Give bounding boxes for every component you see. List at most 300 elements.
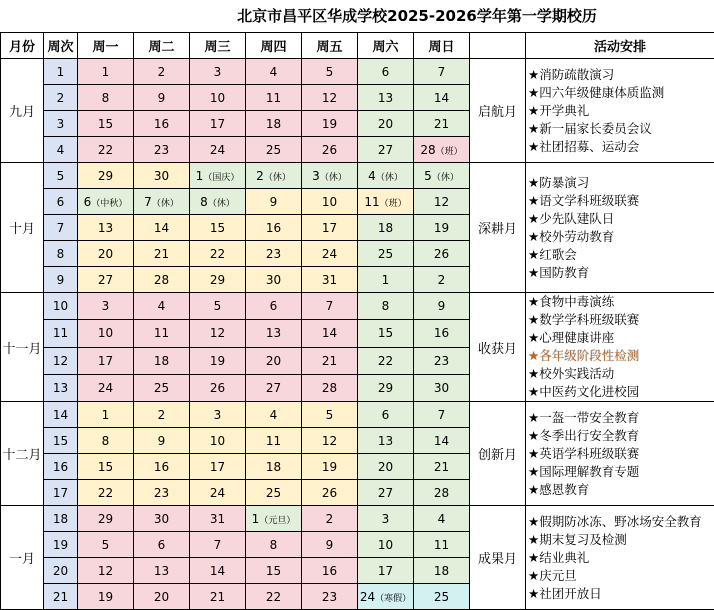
day-cell bbox=[246, 320, 302, 347]
day-cell bbox=[134, 241, 190, 267]
activity-item: ★英语学科班级联赛 bbox=[528, 445, 640, 461]
day-cell bbox=[358, 584, 414, 610]
day-cell bbox=[78, 402, 134, 428]
day-number: 21 bbox=[321, 353, 338, 368]
day-cell bbox=[302, 241, 358, 267]
day-number: 16 bbox=[433, 326, 450, 341]
day-cell bbox=[134, 215, 190, 241]
day-cell bbox=[246, 480, 302, 506]
week-number: 13 bbox=[44, 374, 78, 401]
day-number: 6 bbox=[381, 407, 390, 422]
day-number: 29 bbox=[209, 272, 226, 287]
day-note: （休） bbox=[151, 198, 179, 209]
day-number: 28 bbox=[153, 272, 170, 287]
day-cell bbox=[302, 59, 358, 85]
day-cell bbox=[190, 241, 246, 267]
day-cell bbox=[246, 374, 302, 401]
day-number: 7 bbox=[437, 407, 446, 422]
day-number: 9 bbox=[157, 90, 166, 105]
activity-item: ★国防教育 bbox=[528, 264, 590, 280]
day-number: 31 bbox=[209, 511, 226, 526]
day-note: （寒假） bbox=[375, 593, 412, 604]
day-number: 17 bbox=[209, 459, 226, 474]
day-cell bbox=[246, 558, 302, 584]
day-cell bbox=[414, 85, 470, 111]
week-number: 8 bbox=[44, 241, 78, 267]
day-number: 15 bbox=[97, 459, 114, 474]
day-number: 6 bbox=[269, 299, 278, 314]
activity-item: ★防暴演习 bbox=[528, 174, 590, 190]
day-cell bbox=[302, 428, 358, 454]
day-cell bbox=[190, 320, 246, 347]
day-number: 11 bbox=[433, 537, 450, 552]
school-calendar-table bbox=[0, 32, 714, 610]
day-number: 9 bbox=[437, 299, 446, 314]
activity-item: ★四六年级健康体质监测 bbox=[528, 84, 665, 100]
column-header: 周日 bbox=[414, 33, 470, 59]
week-number: 17 bbox=[44, 480, 78, 506]
day-number: 7 bbox=[213, 537, 222, 552]
day-number: 28 bbox=[433, 485, 450, 500]
day-cell bbox=[358, 137, 414, 163]
day-number: 1 bbox=[251, 511, 260, 526]
day-number: 17 bbox=[377, 563, 394, 578]
day-cell bbox=[414, 584, 470, 610]
day-cell bbox=[358, 241, 414, 267]
day-number: 1 bbox=[101, 64, 110, 79]
week-number: 10 bbox=[44, 293, 78, 320]
day-cell bbox=[246, 189, 302, 215]
day-cell bbox=[190, 454, 246, 480]
day-number: 10 bbox=[321, 194, 338, 209]
day-cell bbox=[414, 137, 470, 163]
day-cell bbox=[190, 428, 246, 454]
day-cell bbox=[134, 584, 190, 610]
day-cell bbox=[190, 293, 246, 320]
day-cell bbox=[302, 163, 358, 189]
day-number: 19 bbox=[321, 116, 338, 131]
day-number: 8 bbox=[101, 90, 110, 105]
day-note: （休） bbox=[263, 172, 291, 183]
day-cell bbox=[414, 215, 470, 241]
day-cell bbox=[358, 558, 414, 584]
week-row bbox=[1, 163, 714, 189]
day-number: 8 bbox=[200, 194, 208, 209]
day-cell bbox=[246, 85, 302, 111]
day-number: 11 bbox=[265, 433, 282, 448]
day-cell bbox=[302, 584, 358, 610]
day-cell bbox=[246, 111, 302, 137]
week-number: 3 bbox=[44, 111, 78, 137]
day-number: 19 bbox=[321, 459, 338, 474]
activity-item: ★心理健康讲座 bbox=[528, 330, 615, 345]
day-number: 11 bbox=[364, 194, 380, 209]
day-number: 2 bbox=[325, 511, 334, 526]
week-number: 16 bbox=[44, 454, 78, 480]
day-cell bbox=[302, 558, 358, 584]
day-cell bbox=[246, 241, 302, 267]
month-name: 十一月 bbox=[1, 293, 44, 402]
day-cell bbox=[190, 163, 246, 189]
day-cell bbox=[414, 506, 470, 532]
column-header: 周六 bbox=[358, 33, 414, 59]
week-row bbox=[1, 293, 714, 320]
column-header bbox=[470, 33, 526, 59]
day-number: 10 bbox=[209, 90, 226, 105]
day-cell bbox=[414, 558, 470, 584]
day-number: 13 bbox=[153, 563, 170, 578]
day-number: 20 bbox=[377, 116, 394, 131]
day-cell bbox=[78, 558, 134, 584]
day-cell bbox=[302, 267, 358, 293]
day-number: 31 bbox=[321, 272, 338, 287]
day-number: 20 bbox=[97, 246, 114, 261]
day-cell bbox=[414, 59, 470, 85]
day-cell bbox=[78, 320, 134, 347]
day-cell bbox=[414, 428, 470, 454]
month-name: 九月 bbox=[1, 59, 44, 163]
day-number: 8 bbox=[381, 299, 390, 314]
day-number: 2 bbox=[437, 272, 446, 287]
week-number: 6 bbox=[44, 189, 78, 215]
day-cell bbox=[302, 532, 358, 558]
activity-item: ★假期防冰冻、野冰场安全教育 bbox=[528, 513, 702, 529]
day-number: 29 bbox=[97, 511, 114, 526]
day-number: 17 bbox=[209, 116, 226, 131]
day-cell bbox=[190, 215, 246, 241]
day-note: （休） bbox=[207, 198, 235, 209]
activity-item: ★食物中毒演练 bbox=[528, 294, 615, 309]
activity-item: ★开学典礼 bbox=[528, 102, 590, 118]
activity-item: ★各年级阶段性检测 bbox=[528, 348, 640, 363]
day-number: 1 bbox=[381, 272, 390, 287]
day-cell bbox=[358, 347, 414, 374]
day-cell bbox=[414, 320, 470, 347]
day-number: 27 bbox=[97, 272, 114, 287]
day-number: 2 bbox=[157, 64, 166, 79]
week-number: 9 bbox=[44, 267, 78, 293]
day-number: 12 bbox=[321, 433, 338, 448]
day-number: 10 bbox=[209, 433, 226, 448]
day-number: 18 bbox=[153, 353, 170, 368]
activity-item: ★中医药文化进校园 bbox=[528, 384, 640, 399]
day-number: 3 bbox=[213, 407, 222, 422]
day-number: 30 bbox=[433, 380, 450, 395]
day-cell bbox=[78, 85, 134, 111]
day-number: 25 bbox=[433, 589, 450, 604]
day-number: 15 bbox=[97, 116, 114, 131]
day-number: 24 bbox=[209, 142, 226, 157]
column-header: 活动安排 bbox=[526, 33, 714, 59]
day-cell bbox=[134, 506, 190, 532]
activity-list bbox=[526, 59, 714, 163]
week-row bbox=[1, 402, 714, 428]
day-cell bbox=[78, 480, 134, 506]
day-cell bbox=[302, 215, 358, 241]
day-number: 24 bbox=[97, 380, 114, 395]
day-cell bbox=[246, 347, 302, 374]
day-cell bbox=[246, 59, 302, 85]
week-number: 4 bbox=[44, 137, 78, 163]
month-name: 十月 bbox=[1, 163, 44, 293]
week-number: 2 bbox=[44, 85, 78, 111]
day-cell bbox=[414, 163, 470, 189]
day-cell bbox=[190, 189, 246, 215]
day-number: 26 bbox=[321, 142, 338, 157]
day-cell bbox=[302, 454, 358, 480]
day-cell bbox=[358, 480, 414, 506]
day-number: 2 bbox=[256, 168, 264, 183]
day-cell bbox=[190, 506, 246, 532]
day-cell bbox=[302, 189, 358, 215]
day-number: 30 bbox=[153, 511, 170, 526]
day-cell bbox=[190, 584, 246, 610]
day-number: 24 bbox=[209, 485, 226, 500]
day-cell bbox=[78, 584, 134, 610]
day-number: 25 bbox=[153, 380, 170, 395]
day-cell bbox=[302, 506, 358, 532]
activity-item: ★结业典礼 bbox=[528, 549, 590, 565]
day-number: 12 bbox=[433, 194, 450, 209]
day-cell bbox=[302, 402, 358, 428]
day-cell bbox=[358, 85, 414, 111]
day-number: 19 bbox=[97, 589, 114, 604]
day-number: 22 bbox=[265, 589, 282, 604]
day-number: 16 bbox=[153, 459, 170, 474]
day-cell bbox=[246, 215, 302, 241]
day-cell bbox=[134, 85, 190, 111]
day-number: 5 bbox=[424, 168, 432, 183]
day-number: 17 bbox=[97, 353, 114, 368]
day-cell bbox=[134, 293, 190, 320]
day-number: 4 bbox=[368, 168, 376, 183]
day-note: （中秋） bbox=[91, 198, 128, 209]
day-number: 12 bbox=[97, 563, 114, 578]
day-cell bbox=[190, 85, 246, 111]
day-number: 16 bbox=[153, 116, 170, 131]
day-cell bbox=[134, 137, 190, 163]
day-number: 14 bbox=[433, 433, 450, 448]
day-number: 20 bbox=[377, 459, 394, 474]
day-number: 14 bbox=[153, 220, 170, 235]
day-cell bbox=[78, 428, 134, 454]
day-cell bbox=[134, 428, 190, 454]
day-number: 24 bbox=[321, 246, 338, 261]
day-number: 25 bbox=[265, 142, 282, 157]
activity-item: ★红歌会 bbox=[528, 246, 577, 262]
day-cell bbox=[358, 454, 414, 480]
day-number: 21 bbox=[153, 246, 170, 261]
day-number: 7 bbox=[144, 194, 152, 209]
day-number: 18 bbox=[377, 220, 394, 235]
day-number: 21 bbox=[209, 589, 226, 604]
day-number: 7 bbox=[437, 64, 446, 79]
day-number: 12 bbox=[321, 90, 338, 105]
day-cell bbox=[246, 402, 302, 428]
day-number: 22 bbox=[377, 353, 394, 368]
day-number: 16 bbox=[265, 220, 282, 235]
day-number: 20 bbox=[153, 589, 170, 604]
day-cell bbox=[246, 137, 302, 163]
day-cell bbox=[190, 111, 246, 137]
day-number: 14 bbox=[433, 90, 450, 105]
month-theme: 创新月 bbox=[470, 402, 526, 506]
day-cell bbox=[414, 402, 470, 428]
day-cell bbox=[134, 558, 190, 584]
week-number: 7 bbox=[44, 215, 78, 241]
day-note: （元旦） bbox=[259, 515, 296, 526]
activity-item: ★少先队建队日 bbox=[528, 210, 615, 226]
month-theme: 深耕月 bbox=[470, 163, 526, 293]
day-number: 26 bbox=[209, 380, 226, 395]
day-number: 6 bbox=[381, 64, 390, 79]
day-cell bbox=[414, 293, 470, 320]
day-number: 16 bbox=[321, 563, 338, 578]
day-number: 4 bbox=[437, 511, 446, 526]
day-number: 24 bbox=[359, 589, 376, 604]
day-number: 27 bbox=[377, 142, 394, 157]
day-cell bbox=[246, 532, 302, 558]
day-cell bbox=[302, 320, 358, 347]
day-number: 13 bbox=[377, 90, 394, 105]
day-note: （班） bbox=[435, 146, 463, 157]
day-cell bbox=[134, 163, 190, 189]
day-cell bbox=[78, 163, 134, 189]
week-row bbox=[1, 59, 714, 85]
column-header: 周二 bbox=[134, 33, 190, 59]
day-cell bbox=[190, 267, 246, 293]
day-cell bbox=[78, 215, 134, 241]
day-number: 15 bbox=[377, 326, 394, 341]
activity-item: ★国际理解教育专题 bbox=[528, 463, 640, 479]
day-cell bbox=[246, 163, 302, 189]
day-cell bbox=[358, 59, 414, 85]
day-cell bbox=[358, 267, 414, 293]
month-name: 一月 bbox=[1, 506, 44, 610]
activity-item: ★语文学科班级联赛 bbox=[528, 192, 640, 208]
day-cell bbox=[414, 374, 470, 401]
week-number: 5 bbox=[44, 163, 78, 189]
day-number: 6 bbox=[83, 194, 92, 209]
activity-item: ★数学学科班级联赛 bbox=[528, 312, 640, 327]
week-number: 1 bbox=[44, 59, 78, 85]
day-cell bbox=[414, 347, 470, 374]
day-cell bbox=[302, 137, 358, 163]
day-cell bbox=[78, 111, 134, 137]
activity-item: ★冬季出行安全教育 bbox=[528, 427, 640, 443]
day-cell bbox=[134, 347, 190, 374]
day-cell bbox=[78, 374, 134, 401]
activity-item: ★一盔一带安全教育 bbox=[528, 409, 640, 425]
day-cell bbox=[358, 374, 414, 401]
week-number: 15 bbox=[44, 428, 78, 454]
page-title: 北京市昌平区华成学校2025-2026学年第一学期校历 bbox=[237, 7, 597, 25]
day-number: 30 bbox=[265, 272, 282, 287]
activity-list bbox=[526, 163, 714, 293]
day-cell bbox=[78, 454, 134, 480]
day-number: 20 bbox=[265, 353, 282, 368]
day-cell bbox=[358, 215, 414, 241]
day-cell bbox=[358, 111, 414, 137]
day-number: 5 bbox=[325, 64, 334, 79]
day-number: 8 bbox=[101, 433, 110, 448]
month-theme: 成果月 bbox=[470, 506, 526, 610]
activity-item: ★新一届家长委员会议 bbox=[528, 120, 652, 136]
day-cell bbox=[358, 163, 414, 189]
day-number: 2 bbox=[157, 407, 166, 422]
day-cell bbox=[78, 241, 134, 267]
day-number: 5 bbox=[325, 407, 334, 422]
day-number: 15 bbox=[265, 563, 282, 578]
column-header: 周五 bbox=[302, 33, 358, 59]
day-number: 9 bbox=[325, 537, 334, 552]
column-header: 周一 bbox=[78, 33, 134, 59]
day-cell bbox=[190, 59, 246, 85]
day-number: 7 bbox=[325, 299, 334, 314]
activity-item: ★期末复习及检测 bbox=[528, 531, 627, 547]
week-number: 18 bbox=[44, 506, 78, 532]
day-cell bbox=[134, 111, 190, 137]
day-cell bbox=[134, 189, 190, 215]
day-cell bbox=[302, 293, 358, 320]
week-number: 12 bbox=[44, 347, 78, 374]
day-number: 9 bbox=[157, 433, 166, 448]
day-cell bbox=[302, 480, 358, 506]
day-cell bbox=[78, 506, 134, 532]
day-cell bbox=[246, 267, 302, 293]
day-cell bbox=[134, 59, 190, 85]
week-number: 21 bbox=[44, 584, 78, 610]
day-number: 1 bbox=[101, 407, 110, 422]
day-number: 18 bbox=[433, 563, 450, 578]
day-number: 8 bbox=[269, 537, 278, 552]
day-cell bbox=[302, 111, 358, 137]
day-number: 18 bbox=[265, 459, 282, 474]
day-cell bbox=[302, 85, 358, 111]
day-number: 18 bbox=[265, 116, 282, 131]
activity-item: ★校外劳动教育 bbox=[528, 228, 615, 244]
day-number: 1 bbox=[195, 168, 204, 183]
day-number: 27 bbox=[265, 380, 282, 395]
day-number: 21 bbox=[433, 459, 450, 474]
column-header: 月份 bbox=[1, 33, 44, 59]
day-cell bbox=[414, 241, 470, 267]
day-number: 4 bbox=[157, 299, 166, 314]
day-number: 4 bbox=[269, 407, 278, 422]
day-note: （休） bbox=[431, 172, 459, 183]
day-cell bbox=[246, 428, 302, 454]
day-cell bbox=[190, 558, 246, 584]
day-number: 10 bbox=[377, 537, 394, 552]
day-cell bbox=[78, 59, 134, 85]
day-number: 28 bbox=[420, 142, 436, 157]
day-number: 19 bbox=[209, 353, 226, 368]
day-cell bbox=[190, 137, 246, 163]
activity-item: ★庆元旦 bbox=[528, 567, 577, 583]
day-note: （休） bbox=[375, 172, 403, 183]
week-number: 20 bbox=[44, 558, 78, 584]
day-cell bbox=[190, 480, 246, 506]
day-number: 11 bbox=[153, 326, 170, 341]
day-number: 23 bbox=[321, 589, 338, 604]
day-cell bbox=[358, 506, 414, 532]
column-header: 周四 bbox=[246, 33, 302, 59]
month-theme: 收获月 bbox=[470, 293, 526, 402]
day-cell bbox=[414, 267, 470, 293]
day-note: （休） bbox=[319, 172, 347, 183]
day-cell bbox=[358, 189, 414, 215]
day-number: 23 bbox=[265, 246, 282, 261]
